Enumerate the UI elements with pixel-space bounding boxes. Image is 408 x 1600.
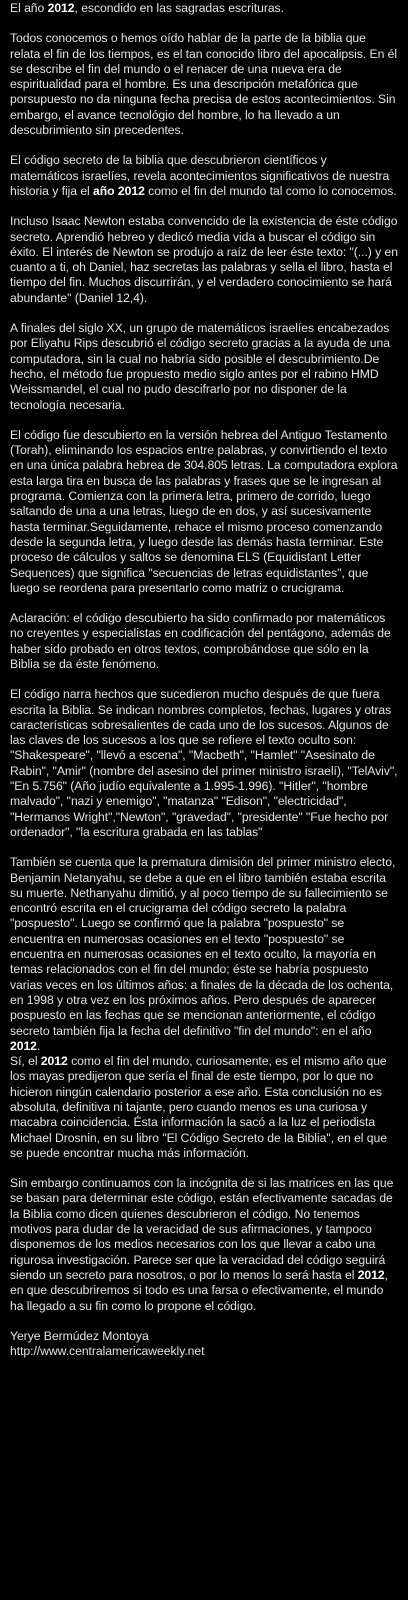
paragraph-mayas: [10, 1054, 398, 1161]
article-intro: [10, 1, 398, 16]
p8b-year-bold: 2012: [40, 1054, 68, 1069]
author-name: Yerye Bermúdez Montoya: [10, 1328, 149, 1343]
paragraph-conclusion: [10, 1176, 398, 1314]
intro-text-before: El año: [10, 1, 48, 15]
p8b-text-before: Sí, el: [10, 1054, 41, 1069]
paragraph-siglo-xx: A finales del siglo XX, un grupo de matemáticos israelíes encabezados por Eliyahu Rips descubrió el código secreto gracias a la ayuda de una computadora, sin la cual no habría sido posible el descubrimiento.De hecho, el método fue propuesto medio siglo antes por el rabino HMD Weissmandel, el cual no pudo descifrarlo por no disponer de la tecnología necesaria.: [10, 321, 390, 412]
paragraph-torah: El código fue descubierto en la versión hebrea del Antiguo Testamento (Torah), eliminando los espacios entre palabras, y convirtiendo el texto en una única palabra hebrea de 304.805 letras. La computadora explora esta larga tira en busca de las palabras y frases que se le ingresan al programa. Comienza con la primera letra, primero de corrido, luego saltando de una a una letras, luego de en dos, y así sucesivamente hasta terminar.Seguidamente, rehace el mismo proceso comenzando desde la segunda letra, y luego desde las demás hasta terminar. Este proceso de cálculos y saltos se denomina ELS (Equidistant Letter Sequences) que significa "secuencias de letras equidistantes", que luego se reordena para presentarlo como matriz o crucigrama.: [10, 427, 398, 595]
p2-text-after: como el fin del mundo tal como lo conocemos.: [144, 183, 397, 198]
p2-text-before: El código secreto de la biblia que descubrieron científicos y matemáticos israelíes, revela acontecimientos significativos de nuestra historia y fija el: [10, 153, 390, 198]
p8-year-bold: 2012: [10, 1038, 37, 1053]
paragraph-hechos: El código narra hechos que sucedieron mucho después de que fuera escrita la Biblia. Se indican nombres completos, fechas, lugares y otras características sobresalientes de cada uno de los sucesos. Algunos de las claves de los sucesos a los que se refiere el texto oculto son: "Shakespeare", "llevó a escena", "Macbeth", "Hamlet" "Asesinato de Rabin", "Amir" (nombre del asesino del primer ministro israelí), "TelAviv", "En 5.756" (Año judío equivalente a 1.995-1.996). "Hitler", "hombre malvado", "nazi y enemigo", "matanza" "Edison", "electricidad", "Hermanos Wright","Newton", "gravedad", "presidente" "Fue hecho por ordenador", "la escritura grabada en las tablas": [10, 687, 398, 839]
p8-text-before: También se cuenta que la prematura dimisión del primer ministro electo, Benjamin Netanyahu, se debe a que en el libro también estaba escrita su muerte. Nethanyahu dimitió, y al poco tiempo de su fallecimiento se encontró escrita en el crucigrama del código secreto la palabra "pospuesto". Luego se confirmó que la palabra "pospuesto" se encuentra en numerosas ocasiones en el texto "pospuesto" se encuentra en numerosas ocasiones en el texto oculto, la mayoría en temas relacionados con el fin del mundo; éste se habría pospuesto varias veces en los últimos años: a finales de la década de los ochenta, en 1998 y otra vez en los próximos años. Pero después de aparecer pospuesto en las fechas que se mencionan anteriormente, el código secreto también fija la fecha del definitivo "fin del mundo": en el año: [10, 855, 396, 1038]
p2-year-bold: año 2012: [93, 183, 145, 198]
p8-text-after: .: [36, 1038, 41, 1053]
p9-text-after: , en que descubriremos si todo es una farsa o efectivamente, el mundo ha llegado a su fin como lo propone el código.: [10, 1267, 388, 1313]
paragraph-apocalipsis: Todos conocemos o hemos oído hablar de la parte de la biblia que relata el fin de los tiempos, es el tan conocido libro del apocalipsis. En él se describe el fin del mundo o el renacer de una nueva era de espiritualidad para el hombre. Es una descripción metafórica que porsupuesto no da ninguna fecha precisa de estos acontecimientos. Sin embargo, el avance tecnológio del hombre, lo ha llevado a un descubrimiento sin precedentes.: [10, 31, 398, 138]
paragraph-netanyahu: [10, 855, 398, 1054]
intro-year-bold: 2012: [47, 1, 75, 15]
source-url: http://www.centralamericaweekly.net: [10, 1344, 205, 1359]
paragraph-newton: Incluso Isaac Newton estaba convencido de la existencia de éste código secreto. Aprendió hebreo y dedicó media vida a buscar el código sin éxito. El interés de Newton se produjo a raíz de leer éste texto: "(...) y en cuanto a ti, oh Daniel, haz secretas las palabras y sella el libro, hasta el tiempo del fin. Muchos discurrirán, y el verdadero conocimiento se hará abundante" (Daniel 12,4).: [10, 214, 398, 305]
paragraph-aclaracion: Aclaración: el código descubierto ha sido confirmado por matemáticos no creyentes y especialistas en codificación del pentágono, además de haber sido probado en otros textos, comprobándose que sólo en la Biblia se da éste fenómeno.: [10, 611, 391, 671]
p8b-text-after: como el fin del mundo, curiosamente, es el mismo año que los mayas predijeron que sería el final de este tiempo, por lo que no hicieron ningún calendario posterior a ese año. Esta conclusión no es absoluta, definitiva ni tajante, pero cuando menos es una curiosa y macabra coincidencia. Ésta información la sacó a la luz el periodista Michael Drosnin, en su libro "El Código Secreto de la Biblia", en el que se puede encontrar mucha más información.: [10, 1054, 387, 1160]
intro-text-after: , escondido en las sagradas escrituras.: [74, 1, 284, 15]
p9-text-before: Sin embargo continuamos con la incógnita de si las matrices en las que se basan para determinar este código, están efectivamente sacadas de la Biblia como dicen quienes descubrieron el código. No tenemos motivos para dudar de la veracidad de sus afirmaciones, y tampoco disponemos de los medios necesarios con los que llevar a cabo una rigurosa investigación. Parece ser que la veracidad del código seguirá siendo un secreto para nosotros, o por lo menos lo será hasta el: [10, 1176, 394, 1282]
paragraph-codigo-secreto: [10, 153, 398, 199]
p9-year-bold: 2012: [357, 1267, 385, 1282]
